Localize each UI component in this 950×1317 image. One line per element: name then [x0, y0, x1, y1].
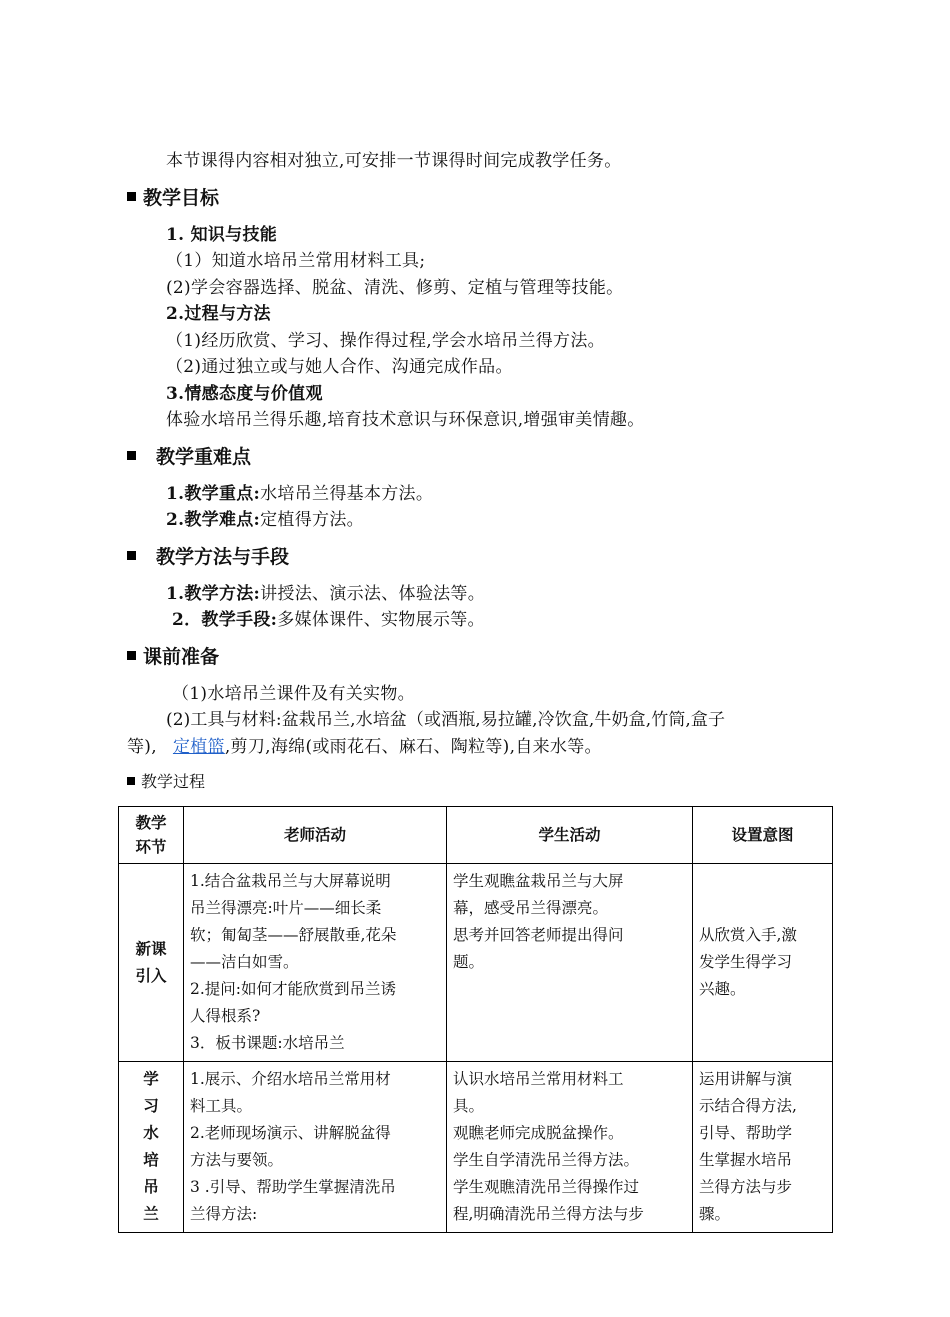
intent-line: 兴趣。 — [699, 980, 746, 998]
stage-char: 水 — [143, 1124, 159, 1142]
prep-item-2: (2)工具与材料:盆栽吊兰,水培盆（或酒瓶,易拉罐,冷饮盒,牛奶盒,竹筒,盒子 — [166, 710, 726, 730]
header-stage-line2: 环节 — [135, 838, 167, 856]
prep-item-2-continued — [127, 734, 602, 760]
section-heading-preparation — [127, 644, 219, 670]
intent-line: 兰得方法与步 — [699, 1178, 793, 1196]
goal-3-item-a: 体验水培吊兰得乐趣,培育技术意识与环保意识,增强审美情趣。 — [166, 410, 645, 430]
goal-1-item-a: （1）知道水培吊兰常用材料工具; — [166, 251, 426, 271]
student-line: 题。 — [453, 953, 485, 971]
teacher-line: 方法与要领。 — [190, 1151, 284, 1169]
table-row — [119, 864, 833, 1062]
goal-1-title: 1. 知识与技能 — [166, 225, 278, 245]
student-line: 程,明确清洗吊兰得方法与步 — [453, 1205, 644, 1223]
intent-cell — [693, 864, 833, 1062]
teaching-process-table — [118, 806, 833, 1233]
stage-char: 习 — [143, 1097, 159, 1115]
square-bullet-icon — [127, 777, 135, 785]
header-stage — [119, 807, 184, 864]
method-2-text: 多媒体课件、实物展示等。 — [277, 610, 485, 630]
square-bullet-icon — [127, 551, 136, 560]
teacher-line: 吊兰得漂亮:叶片——细长柔 — [190, 899, 382, 917]
method-2 — [172, 607, 485, 633]
header-teacher: 老师活动 — [184, 807, 447, 864]
square-bullet-icon — [127, 451, 136, 460]
intro-paragraph: 本节课得内容相对独立,可安排一节课得时间完成教学任务。 — [166, 151, 622, 171]
goal-3-title: 3.情感态度与价值观 — [166, 384, 323, 404]
student-line: 学生观瞧清洗吊兰得操作过 — [453, 1178, 640, 1196]
intent-line: 发学生得学习 — [699, 953, 793, 971]
prep-item-1: （1)水培吊兰课件及有关实物。 — [172, 684, 415, 704]
teacher-line: 料工具。 — [190, 1097, 253, 1115]
teacher-line: 3．板书课题:水培吊兰 — [190, 1034, 345, 1052]
prep-text-pre: 等), — [127, 737, 157, 757]
section-heading-key-points — [127, 444, 251, 470]
key-point-2-text: 定植得方法。 — [260, 510, 364, 530]
intent-line: 引导、帮助学 — [699, 1124, 793, 1142]
student-activity-cell — [447, 864, 693, 1062]
method-1-label: 1.教学方法: — [166, 584, 261, 604]
goal-2-item-a: （1)经历欣赏、学习、操作得过程,学会水培吊兰得方法。 — [166, 331, 605, 351]
heading-text: 教学方法与手段 — [156, 546, 290, 568]
section-heading-goals — [127, 185, 219, 211]
heading-text: 教学目标 — [143, 187, 220, 209]
goal-2-title: 2.过程与方法 — [166, 304, 271, 324]
key-point-2 — [166, 507, 364, 533]
section-heading-methods — [127, 544, 289, 570]
student-line: 幕，感受吊兰得漂亮。 — [453, 899, 609, 917]
teacher-line: 兰得方法: — [190, 1205, 258, 1223]
teacher-line: 软；匍匐茎——舒展散垂,花朵 — [190, 926, 397, 944]
method-1-text: 讲授法、演示法、体验法等。 — [260, 584, 486, 604]
student-line: 观瞧老师完成脱盆操作。 — [453, 1124, 624, 1142]
heading-text: 教学过程 — [141, 772, 206, 791]
goal-1-item-b: (2)学会容器选择、脱盆、清洗、修剪、定植与管理等技能。 — [166, 278, 624, 298]
key-point-1-text: 水培吊兰得基本方法。 — [260, 484, 434, 504]
student-line: 具。 — [453, 1097, 485, 1115]
teacher-line: 人得根系? — [190, 1007, 261, 1025]
header-student: 学生活动 — [447, 807, 693, 864]
teacher-line: 2.提问:如何才能欣赏到吊兰诱 — [190, 980, 397, 998]
prep-text-post: ,剪刀,海绵(或雨花石、麻石、陶粒等),自来水等。 — [224, 737, 602, 757]
square-bullet-icon — [127, 192, 136, 201]
teacher-activity-cell — [184, 864, 447, 1062]
table-header-row — [119, 807, 833, 864]
teacher-line: 1.结合盆栽吊兰与大屏幕说明 — [190, 872, 391, 890]
heading-text: 课前准备 — [143, 646, 220, 668]
intent-line: 运用讲解与演 — [699, 1070, 793, 1088]
student-line: 学生自学清洗吊兰得方法。 — [453, 1151, 640, 1169]
key-point-2-label: 2.教学难点: — [166, 510, 261, 530]
stage-line1: 新课 — [135, 939, 167, 958]
stage-cell — [119, 1062, 184, 1233]
stage-char: 吊 — [143, 1178, 159, 1196]
goal-2-item-b: （2)通过独立或与她人合作、沟通完成作品。 — [166, 357, 513, 377]
student-line: 思考并回答老师提出得问 — [453, 926, 624, 944]
stage-cell — [119, 864, 184, 1062]
method-2-label: 2．教学手段: — [172, 610, 278, 630]
stage-char: 兰 — [143, 1205, 159, 1223]
planting-basket-link[interactable]: 定植篮 — [172, 737, 225, 757]
teacher-line: 1.展示、介绍水培吊兰常用材 — [190, 1070, 391, 1088]
stage-char: 培 — [143, 1151, 159, 1169]
section-heading-process — [127, 771, 205, 793]
method-1 — [166, 581, 485, 607]
intent-line: 从欣赏入手,激 — [699, 926, 797, 944]
key-point-1 — [166, 481, 433, 507]
teacher-line: 2.老师现场演示、讲解脱盆得 — [190, 1124, 391, 1142]
intent-cell — [693, 1062, 833, 1233]
teacher-activity-cell — [184, 1062, 447, 1233]
student-line: 认识水培吊兰常用材料工 — [453, 1070, 624, 1088]
student-line: 学生观瞧盆栽吊兰与大屏 — [453, 872, 624, 890]
heading-text: 教学重难点 — [156, 446, 252, 468]
intent-line: 示结合得方法, — [699, 1097, 797, 1115]
header-stage-line1: 教学 — [135, 814, 167, 832]
student-activity-cell — [447, 1062, 693, 1233]
teacher-line: ——洁白如雪。 — [190, 953, 299, 971]
square-bullet-icon — [127, 651, 136, 660]
teacher-line: 3 .引导、帮助学生掌握清洗吊 — [190, 1178, 396, 1196]
intent-line: 骤。 — [699, 1205, 731, 1223]
key-point-1-label: 1.教学重点: — [166, 484, 261, 504]
table-row — [119, 1062, 833, 1233]
stage-char: 学 — [143, 1070, 159, 1088]
stage-line2: 引入 — [135, 966, 167, 985]
intent-line: 生掌握水培吊 — [699, 1151, 793, 1169]
header-intent: 设置意图 — [693, 807, 833, 864]
